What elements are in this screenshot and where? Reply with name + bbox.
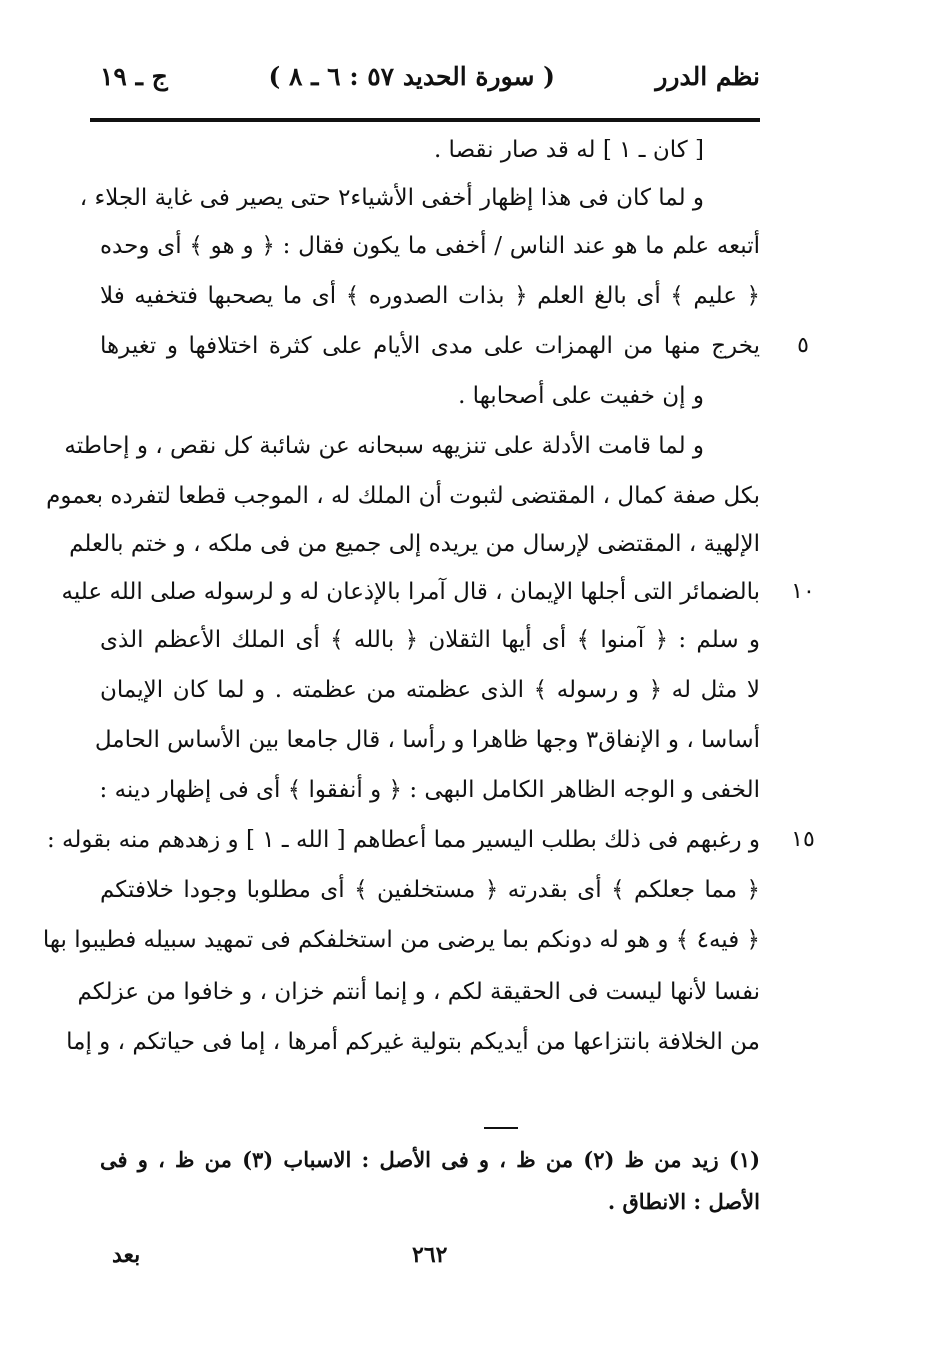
text-line: أتبعه علم ما هو عند الناس / أخفى ما يكون فقال : ﴿ و هو ﴾ أى وحده [100,233,760,259]
footnote-line: الأصل : الانطاق . [607,1189,760,1214]
text-line: ﴿ مما جعلكم ﴾ أى بقدرته ﴿ مستخلفين ﴾ أى مطلوبا وجودا خلافتكم [100,877,760,903]
line-number: ١٥ [791,827,815,852]
page-number: ٢٦٢ [412,1242,448,1268]
text-line: و سلم : ﴿ آمنوا ﴾ أى أيها الثقلان ﴿ بالله ﴾ أى الملك الأعظم الذى [100,627,761,653]
text-line: يخرج منها من الهمزات على مدى الأيام على كثرة اختلافها و تغيرها [100,333,760,359]
text-line: و لما قامت الأدلة على تنزيهه سبحانه عن شائبة كل نقص ، و إحاطته [64,433,704,459]
book-title: نظم الدرر [655,62,760,91]
catchword: بعد [112,1242,141,1268]
line-number: ٥ [797,333,809,358]
footnote-line: (١) زيد من ظ (٢) من ظ ، و فى الأصل : الاسباب (٣) من ظ ، و فى [100,1147,761,1172]
text-line: بكل صفة كمال ، المقتضى لثبوت أن الملك له ، الموجب قطعا لتفرده بعموم [46,483,760,509]
text-line: من الخلافة بانتزاعها من أيديكم بتولية غيركم أمرها ، إما فى حياتكم ، و إما [66,1029,760,1055]
text-line: و إن خفيت على أصحابها . [458,383,704,409]
footnote-separator [484,1127,518,1129]
header-rule [90,118,760,122]
text-line: ﴿ فيه٤ ﴾ و هو له دونكم بما يرضى من استخلفكم فى تمهيد سبيله فطيبوا بها [42,927,760,953]
text-line: ﴿ عليم ﴾ أى بالغ العلم ﴿ بذات الصدوره ﴾ أى ما يصحبها فتخفيه فلا [100,283,760,309]
text-line: لا مثل له ﴿ و رسوله ﴾ الذى عظمته من عظمته . و لما كان الإيمان [100,677,760,703]
line-number: ١٠ [791,579,815,604]
text-line: و رغبهم فى ذلك بطلب اليسير مما أعطاهم [ الله ـ ١ ] و زهدهم منه بقوله : [46,827,760,853]
surah-reference: ( سورة الحديد ٥٧ : ٦ ـ ٨ ) [268,62,555,91]
text-line: نفسا لأنها ليست فى الحقيقة لكم ، و إنما أنتم خزان ، و خافوا من عزلكم [77,979,760,1005]
text-line: بالضمائر التى أجلها الإيمان ، قال آمرا بالإذعان له و لرسوله صلى الله عليه [61,579,760,605]
running-header [100,62,760,110]
text-line: الإلهية ، المقتضى لإرسال من يريده إلى جميع من فى ملكه ، و ختم بالعلم [69,531,760,557]
text-line: أساسا ، و الإنفاق٣ وجها ظاهرا و رأسا ، قال جامعا بين الأساس الحامل [94,727,760,753]
text-line: [ كان ـ ١ ] له قد صار نقصا . [433,137,704,163]
text-line: الخفى و الوجه الظاهر الكامل البهى : ﴿ و أنفقوا ﴾ أى فى إظهار دينه : [99,777,760,803]
text-line: و لما كان فى هذا إظهار أخفى الأشياء٢ حتى يصير فى غاية الجلاء ، [79,185,704,211]
volume-reference: ج ـ ١٩ [100,62,168,91]
